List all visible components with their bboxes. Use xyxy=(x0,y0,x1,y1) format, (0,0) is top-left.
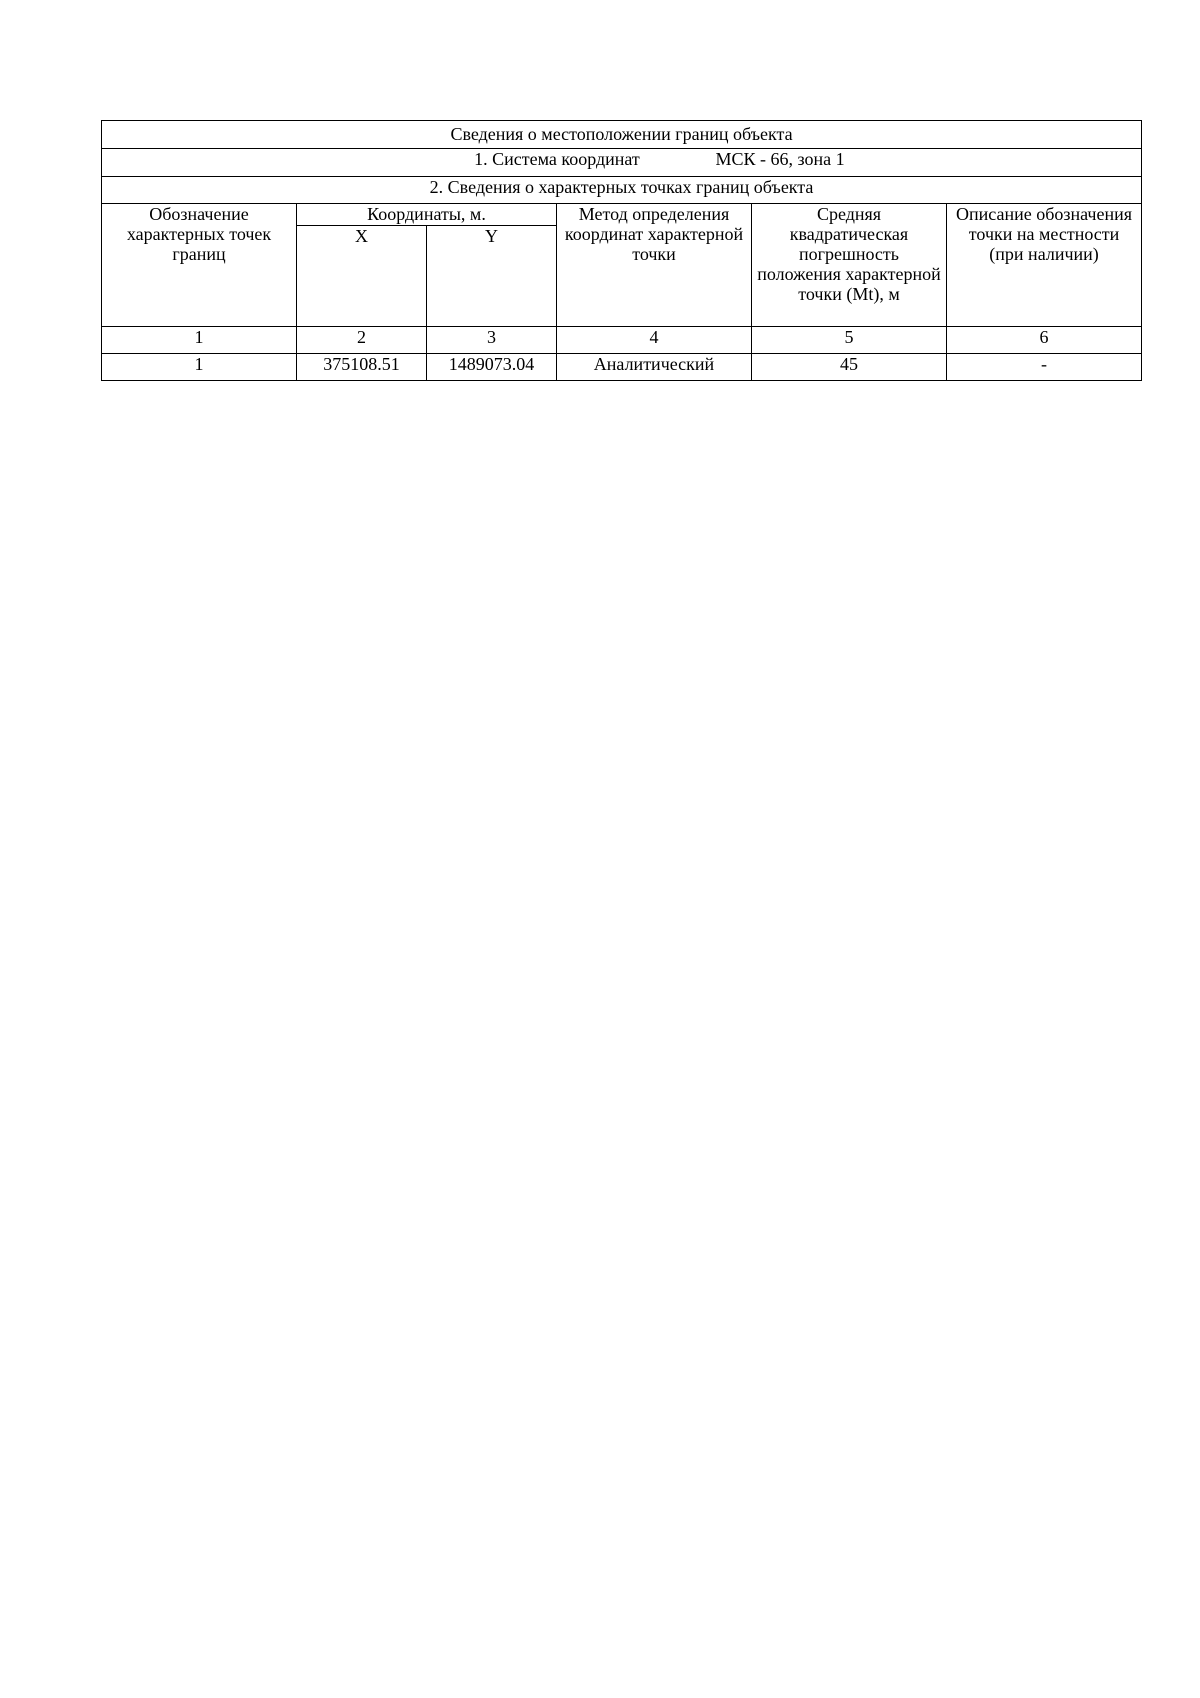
column-number: 5 xyxy=(752,327,947,354)
cell-accuracy: 45 xyxy=(752,354,947,381)
section-title: 2. Сведения о характерных точках границ объекта xyxy=(429,177,814,197)
header-row-1 xyxy=(102,204,1142,226)
boundary-table xyxy=(101,120,1142,381)
cell-x: 375108.51 xyxy=(297,354,427,381)
section-title-cell xyxy=(102,177,1142,204)
column-number: 4 xyxy=(557,327,752,354)
header-x: X xyxy=(297,226,427,327)
section-title-row xyxy=(102,177,1142,204)
coordinate-system-value: МСК - 66, зона 1 xyxy=(715,149,845,169)
header-accuracy: Средняя квадратическая погрешность положения характерной точки (Mt), м xyxy=(752,204,947,327)
cell-point: 1 xyxy=(102,354,297,381)
column-number-row xyxy=(102,327,1142,354)
header-coordinates: Координаты, м. xyxy=(297,204,557,226)
column-number: 1 xyxy=(102,327,297,354)
column-number: 3 xyxy=(427,327,557,354)
coordinate-system-cell xyxy=(102,149,1142,177)
header-y: Y xyxy=(427,226,557,327)
header-method: Метод определения координат характерной точки xyxy=(557,204,752,327)
document-sheet xyxy=(101,120,1141,381)
table-row xyxy=(102,354,1142,381)
header-description: Описание обозначения точки на местности (при наличии) xyxy=(947,204,1142,327)
cell-y: 1489073.04 xyxy=(427,354,557,381)
table-title-cell xyxy=(102,121,1142,149)
cell-description: - xyxy=(947,354,1142,381)
coordinate-system-row xyxy=(102,149,1142,177)
column-number: 6 xyxy=(947,327,1142,354)
column-number: 2 xyxy=(297,327,427,354)
cell-method: Аналитический xyxy=(557,354,752,381)
coordinate-system-label: 1. Система координат xyxy=(474,149,640,169)
header-point-designation: Обозначение характерных точек границ xyxy=(102,204,297,327)
table-title: Сведения о местоположении границ объекта xyxy=(450,124,793,144)
table-title-row xyxy=(102,121,1142,149)
